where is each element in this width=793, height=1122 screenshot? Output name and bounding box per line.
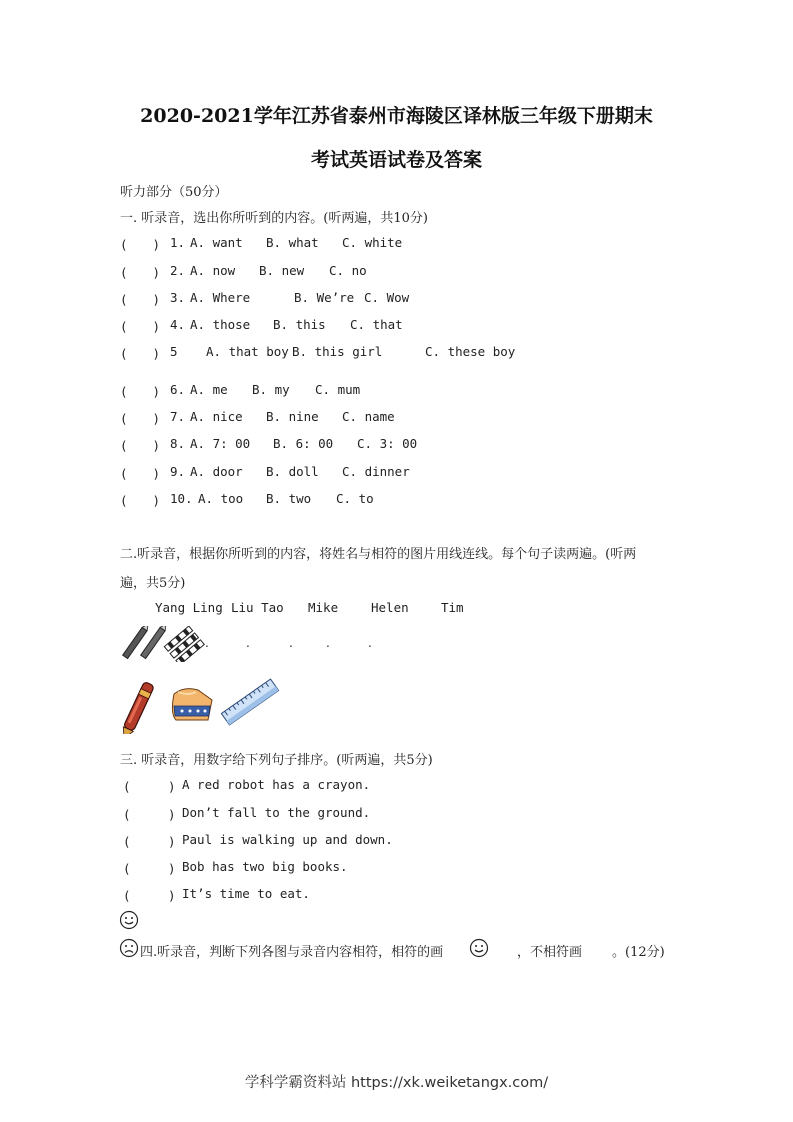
question-number: 7. <box>170 409 186 424</box>
question-number: 10. <box>170 491 193 506</box>
option-a: A. door <box>190 464 243 479</box>
option-a: A. now <box>190 263 236 278</box>
option-a: A. me <box>190 382 228 397</box>
option-b: B. doll <box>266 464 319 479</box>
option-c: C. to <box>336 491 374 506</box>
answer-bracket[interactable]: ( ) <box>120 237 161 252</box>
option-c: C. that <box>350 317 403 332</box>
student-name: Tim <box>441 600 464 615</box>
question-number: 3. <box>170 290 186 305</box>
answer-bracket[interactable]: ( ) <box>120 438 161 453</box>
smile-face-icon <box>119 910 139 930</box>
answer-bracket[interactable]: ( ) <box>120 346 161 361</box>
question-number: 1. <box>170 235 186 250</box>
student-name: Mike <box>308 600 339 615</box>
student-name: Helen <box>371 600 409 615</box>
question-number: 4. <box>170 317 186 332</box>
option-b: B. nine <box>266 409 319 424</box>
ruler-picture <box>218 676 282 728</box>
question-number: 8. <box>170 436 186 451</box>
page-title-line2: 考试英语试卷及答案 <box>310 149 482 171</box>
pencils-picture <box>120 626 168 662</box>
option-c: C. white <box>342 235 403 250</box>
option-a: A. too <box>198 491 244 506</box>
section2-heading-line1: 二.听录音，根据你所听到的内容，将姓名与相符的图片用线连线。每个句子读两遍。(听两 <box>120 547 637 562</box>
answer-bracket[interactable]: ( ) <box>120 466 161 481</box>
option-c: C. dinner <box>342 464 410 479</box>
order-bracket[interactable]: ( ) <box>123 861 176 876</box>
section4-heading-part1: 四.听录音，判断下列各图与录音内容相符，相符的画 <box>140 945 444 960</box>
answer-bracket[interactable]: ( ) <box>120 384 161 399</box>
page-title-line1: 2020-2021学年江苏省泰州市海陵区译林版三年级下册期末 <box>140 105 653 127</box>
option-a: A. 7: 00 <box>190 436 251 451</box>
question-number: 6. <box>170 382 186 397</box>
order-bracket[interactable]: ( ) <box>123 807 176 822</box>
option-a: A. those <box>190 317 251 332</box>
section4-heading-part2: ，不相符画 <box>517 945 583 960</box>
question-number: 9. <box>170 464 186 479</box>
option-c: C. name <box>342 409 395 424</box>
crayons-picture <box>163 626 205 662</box>
option-a: A. Where <box>190 290 251 305</box>
eraser-picture <box>168 684 216 726</box>
sentence-text: It’s time to eat. <box>182 886 310 901</box>
sentence-text: Bob has two big books. <box>182 859 348 874</box>
option-c: C. no <box>329 263 367 278</box>
order-bracket[interactable]: ( ) <box>123 779 176 794</box>
section3-heading: 三. 听录音，用数字给下列句子排序。(听两遍，共5分) <box>120 753 433 768</box>
option-c: C. these boy <box>425 344 516 359</box>
answer-bracket[interactable]: ( ) <box>120 265 161 280</box>
sentence-text: Paul is walking up and down. <box>182 832 393 847</box>
section4-heading-part3: 。(12分) <box>612 945 665 960</box>
order-bracket[interactable]: ( ) <box>123 834 176 849</box>
connect-dot: . <box>326 636 330 650</box>
connect-dot: . <box>368 636 372 650</box>
section1-heading: 一. 听录音，选出你所听到的内容。(听两遍，共10分) <box>120 211 428 226</box>
option-c: C. Wow <box>364 290 410 305</box>
connect-dot: . <box>205 636 209 650</box>
section2-heading-line2: 遍，共5分) <box>120 576 186 591</box>
option-b: B. 6: 00 <box>273 436 334 451</box>
footer-watermark: 学科学霸资料站 https://xk.weiketangx.com/ <box>244 1075 549 1091</box>
question-number: 5 <box>170 344 178 359</box>
option-a: A. that boy <box>206 344 289 359</box>
answer-bracket[interactable]: ( ) <box>120 319 161 334</box>
connect-dot: . <box>289 636 293 650</box>
smile-face-icon <box>469 938 489 958</box>
order-bracket[interactable]: ( ) <box>123 888 176 903</box>
answer-bracket[interactable]: ( ) <box>120 493 161 508</box>
option-a: A. want <box>190 235 243 250</box>
option-b: B. new <box>259 263 305 278</box>
option-b: B. this <box>273 317 326 332</box>
option-c: C. 3: 00 <box>357 436 418 451</box>
sentence-text: A red robot has a crayon. <box>182 777 371 792</box>
sad-face-icon <box>119 938 139 958</box>
answer-bracket[interactable]: ( ) <box>120 411 161 426</box>
student-name: Yang Ling <box>155 600 223 615</box>
student-name: Liu Tao <box>231 600 284 615</box>
answer-bracket[interactable]: ( ) <box>120 292 161 307</box>
option-b: B. We’re <box>294 290 355 305</box>
sentence-text: Don’t fall to the ground. <box>182 805 371 820</box>
option-b: B. two <box>266 491 312 506</box>
connect-dot: . <box>246 636 250 650</box>
option-a: A. nice <box>190 409 243 424</box>
question-number: 2. <box>170 263 186 278</box>
pen-picture <box>118 672 164 734</box>
option-b: B. what <box>266 235 319 250</box>
option-c: C. mum <box>315 382 361 397</box>
listening-heading: 听力部分（50分） <box>120 185 228 200</box>
option-b: B. this girl <box>292 344 383 359</box>
option-b: B. my <box>252 382 290 397</box>
